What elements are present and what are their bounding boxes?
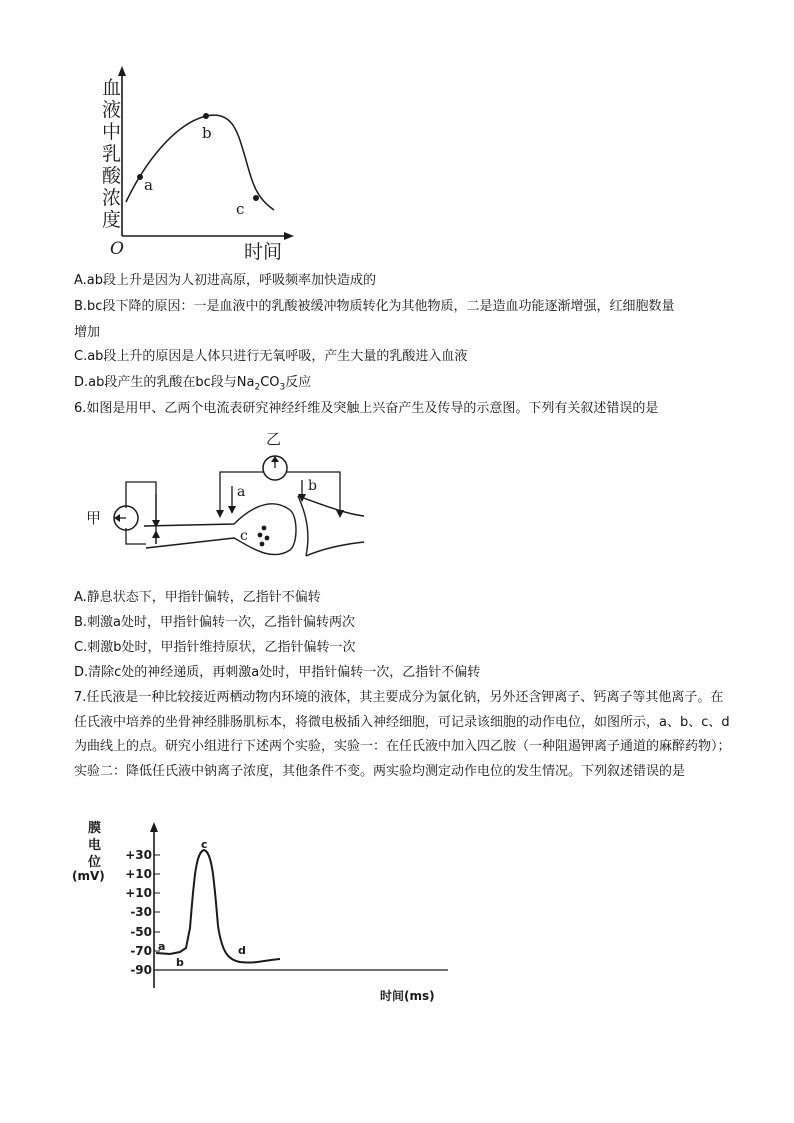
q5-option-a: A.ab段上升是因为人初进高原，呼吸频率加快造成的 bbox=[74, 273, 377, 288]
label-c: c bbox=[240, 528, 248, 544]
y-axis-label bbox=[102, 77, 122, 231]
action-potential-figure bbox=[70, 818, 470, 1008]
q5-option-d: D.ab段产生的乳酸在bc段与$Na_2CO_3$反应 bbox=[74, 375, 312, 393]
svg-text:度: 度 bbox=[102, 209, 122, 231]
point-c: c bbox=[201, 838, 208, 851]
svg-text:位: 位 bbox=[88, 855, 102, 870]
meter-yi-label: 乙 bbox=[266, 430, 282, 448]
label-a: a bbox=[237, 484, 246, 500]
svg-text:液: 液 bbox=[102, 99, 122, 121]
svg-text:乳: 乳 bbox=[102, 143, 122, 165]
q6-option-c: C.刺激b处时，甲指针维持原状，乙指针偏转一次 bbox=[74, 640, 356, 655]
q6-option-a: A.静息状态下，甲指针偏转，乙指针不偏转 bbox=[74, 590, 321, 605]
svg-text:酸: 酸 bbox=[102, 165, 122, 187]
q5-option-b-line2: 增加 bbox=[74, 325, 101, 340]
meter-jia-label: 甲 bbox=[86, 509, 102, 527]
svg-text:+30: +30 bbox=[125, 848, 152, 862]
point-label-c: c bbox=[236, 200, 245, 218]
svg-text:-70: -70 bbox=[130, 944, 152, 958]
q7-stem: 7.任氏液是一种比较接近两栖动物内环境的液体，其主要成分为氯化钠，另外还含钾离子、钙离子等其他离子。在任氏液中培养的坐骨神经腓肠肌标本，将微电极插入神经细胞，可记录该细胞的动作电位，如图所示，a、b、c、d为曲线上的点。研究小组进行下述两个实验，实验一：在任氏液中加入四乙胺（一种阻遏钾离子通道的麻醉药物）；实验二：降低任氏液中钠离子浓度，其他条件不变。两实验均测定动作电位的发生情况。下列叙述错误的是 bbox=[74, 690, 731, 779]
svg-text:-90: -90 bbox=[130, 963, 152, 977]
synapse-figure bbox=[84, 424, 384, 564]
svg-text:中: 中 bbox=[102, 121, 122, 143]
q5-option-b-line1: B.bc段下降的原因：一是血液中的乳酸被缓冲物质转化为其他物质，二是造血功能逐渐增强，红细胞数量 bbox=[74, 299, 675, 314]
q6-option-d: D.清除c处的神经递质，再刺激a处时，甲指针偏转一次，乙指针不偏转 bbox=[74, 665, 481, 680]
lactate-figure bbox=[84, 64, 304, 264]
point-label-a: a bbox=[144, 176, 153, 194]
x-axis-label: 时间 bbox=[244, 241, 283, 263]
q6-option-b: B.刺激a处时，甲指针偏转一次，乙指针偏转两次 bbox=[74, 615, 356, 630]
point-label-b: b bbox=[202, 124, 212, 142]
svg-text:(mV): (mV) bbox=[72, 869, 105, 883]
point-b: b bbox=[176, 956, 184, 969]
svg-text:电: 电 bbox=[88, 838, 102, 853]
origin-label: O bbox=[110, 239, 124, 259]
point-d: d bbox=[238, 944, 246, 957]
q5-option-c: C.ab段上升的原因是人体只进行无氧呼吸，产生大量的乳酸进入血液 bbox=[74, 349, 468, 364]
q6-stem: 6.如图是用甲、乙两个电流表研究神经纤维及突触上兴奋产生及传导的示意图。下列有关叙述错误的是 bbox=[74, 401, 659, 416]
svg-text:膜: 膜 bbox=[88, 821, 102, 836]
svg-text:血: 血 bbox=[102, 77, 122, 99]
svg-text:+10: +10 bbox=[125, 886, 152, 900]
svg-text:-50: -50 bbox=[130, 925, 152, 939]
svg-text:浓: 浓 bbox=[102, 187, 122, 209]
label-b: b bbox=[308, 478, 317, 494]
svg-text:+10: +10 bbox=[125, 867, 152, 881]
svg-text:-30: -30 bbox=[130, 905, 152, 919]
x-axis-label: 时间(ms) bbox=[380, 989, 435, 1003]
point-a: a bbox=[158, 940, 166, 953]
